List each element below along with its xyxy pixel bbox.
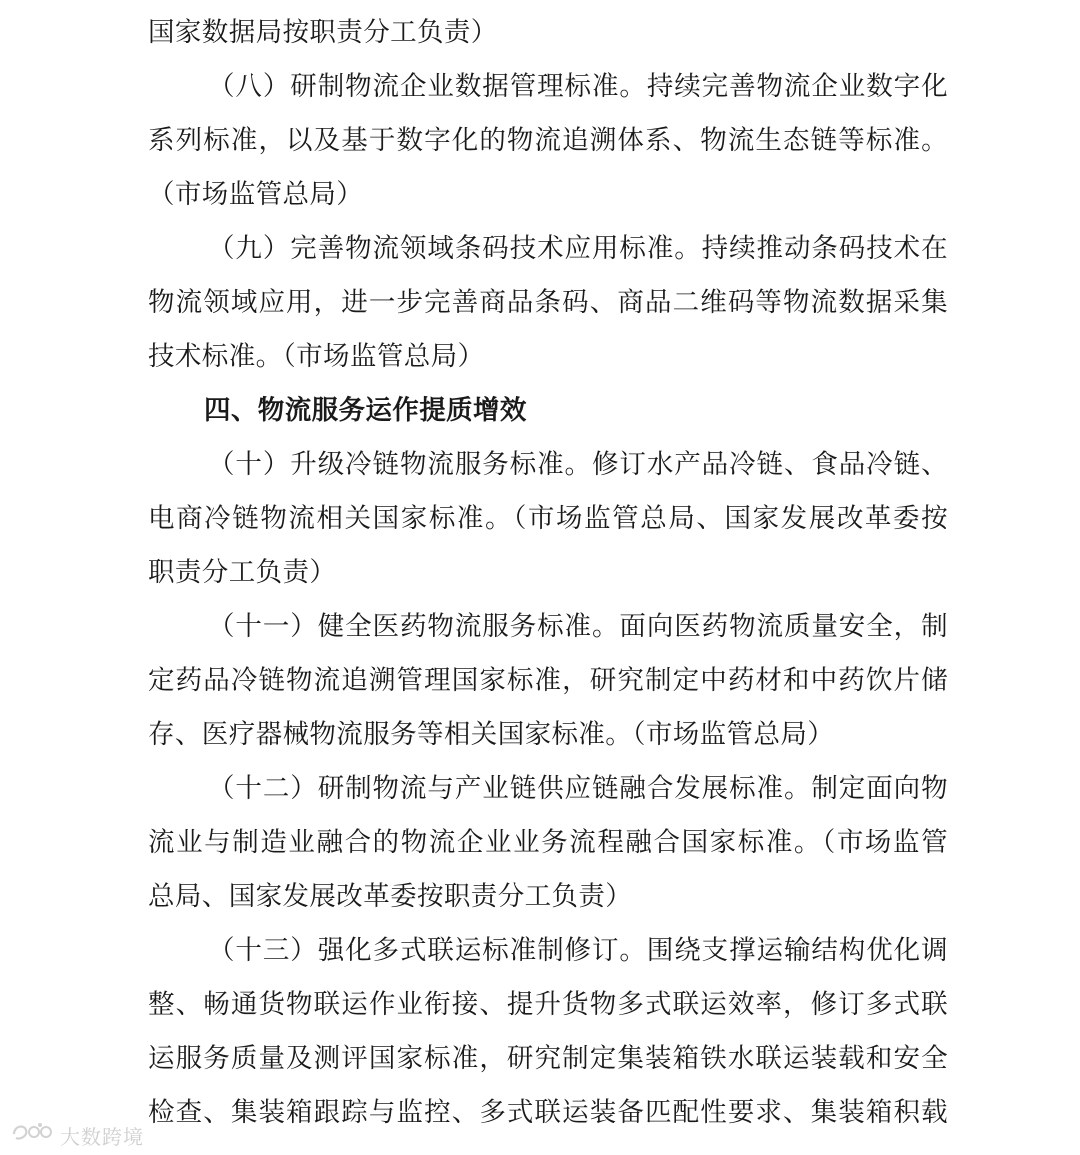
paragraph-9-line-1: （九）完善物流领域条码技术应用标准。持续推动条码技术在: [208, 233, 948, 264]
paragraph-8-line-1: （八）研制物流企业数据管理标准。持续完善物流企业数字化: [208, 71, 948, 102]
paragraph-12-line-2: 流业与制造业融合的物流企业业务流程融合国家标准。（市场监管: [148, 827, 948, 858]
paragraph-12-line-1: （十二）研制物流与产业链供应链融合发展标准。制定面向物: [208, 773, 948, 804]
paragraph-12-line-3: 总局、国家发展改革委按职责分工负责）: [148, 881, 633, 912]
paragraph-11-line-3: 存、医疗器械物流服务等相关国家标准。（市场监管总局）: [148, 719, 835, 750]
paragraph-13-line-2: 整、畅通货物联运作业衔接、提升货物多式联运效率，修订多式联: [148, 989, 948, 1020]
watermark-logo-icon: [10, 1120, 60, 1151]
paragraph-11-line-2: 定药品冷链物流追溯管理国家标准，研究制定中药材和中药饮片储: [148, 665, 948, 696]
paragraph-10-line-3: 职责分工负责）: [148, 557, 337, 588]
document-body: [148, 6, 948, 1140]
paragraph-11-line-1: （十一）健全医药物流服务标准。面向医药物流质量安全，制: [208, 611, 948, 642]
watermark: [10, 1120, 144, 1150]
paragraph-9-line-3: 技术标准。（市场监管总局）: [148, 341, 485, 372]
watermark-text: 大数跨境: [60, 1124, 144, 1149]
text-line: 国家数据局按职责分工负责）: [148, 17, 498, 48]
paragraph-10-line-1: （十）升级冷链物流服务标准。修订水产品冷链、食品冷链、: [208, 449, 948, 480]
paragraph-9-line-2: 物流领域应用，进一步完善商品条码、商品二维码等物流数据采集: [148, 287, 948, 318]
section-heading-4: 四、物流服务运作提质增效: [204, 395, 527, 426]
paragraph-13-line-3: 运服务质量及测评国家标准，研究制定集装箱铁水联运装载和安全: [148, 1043, 948, 1074]
paragraph-10-line-2: 电商冷链物流相关国家标准。（市场监管总局、国家发展改革委按: [148, 503, 948, 534]
paragraph-8-line-2: 系列标准，以及基于数字化的物流追溯体系、物流生态链等标准。: [148, 125, 948, 156]
paragraph-13-line-1: （十三）强化多式联运标准制修订。围绕支撑运输结构优化调: [208, 935, 948, 966]
paragraph-8-line-3: （市场监管总局）: [148, 179, 364, 210]
paragraph-13-line-4: 检查、集装箱跟踪与监控、多式联运装备匹配性要求、集装箱积载: [148, 1097, 948, 1128]
